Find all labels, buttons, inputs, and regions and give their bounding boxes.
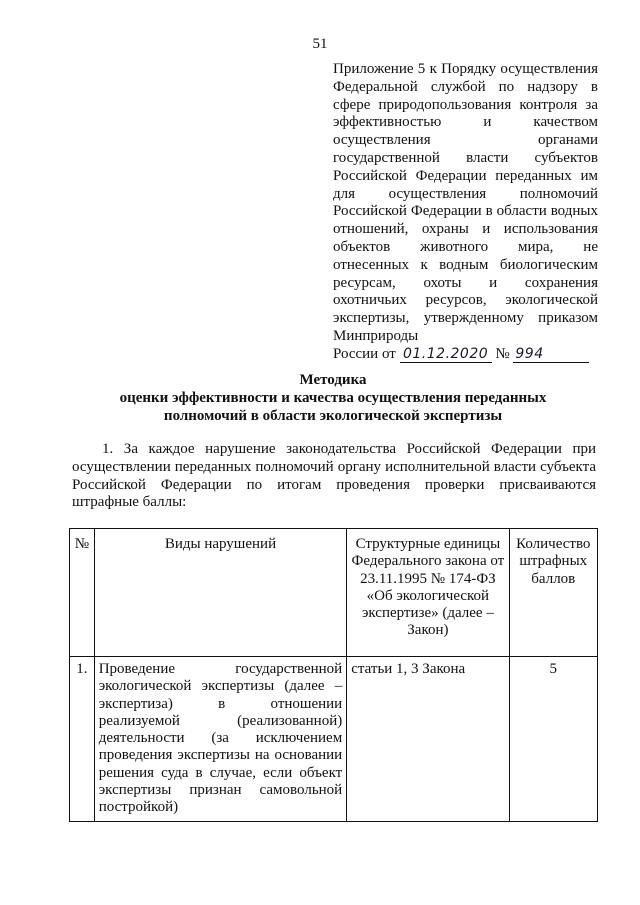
row-law-units: статьи 1, 3 Закона <box>347 657 509 822</box>
header-violation-type: Виды нарушений <box>94 529 347 657</box>
appendix-block <box>333 61 598 364</box>
header-penalty-points: Количество штрафных баллов <box>509 529 597 657</box>
number-prefix: № <box>495 345 510 362</box>
document-title <box>70 371 596 425</box>
header-law-units: Структурные единицы Федерального закона от 23.11.1995 № 174-ФЗ «Об экологической экспертизе» (далее – Закон) <box>347 529 509 657</box>
date-prefix: России от <box>333 345 396 362</box>
header-num: № <box>70 529 95 657</box>
row-violation-type: Проведение государственной экологической экспертизы (далее – экспертиза) в отношении реализуемой (реализованной) деятельности (за исключением проведения экспертизы на основании решения суда в случае, если объект экспертизы признан самовольной постройкой) <box>94 657 347 822</box>
row-num: 1. <box>70 657 95 822</box>
table-row <box>70 657 598 822</box>
row-penalty-points: 5 <box>509 657 597 822</box>
violations-table <box>69 528 598 822</box>
paragraph-1: 1. За каждое нарушение законодательства Российской Федерации при осуществлении переданных полномочий органу исполнительной власти субъекта Российской Федерации по итогам проведения проверки присваиваются штрафные баллы: <box>72 441 596 511</box>
appendix-date-line <box>333 346 598 364</box>
title-line-2: оценки эффективности и качества осуществления переданных <box>119 390 547 406</box>
table-header-row <box>70 529 598 657</box>
title-line-3: полномочий в области экологической экспертизы <box>163 408 503 424</box>
title-line-1: Методика <box>299 372 367 388</box>
page-number: 51 <box>312 36 328 52</box>
handwritten-number: 994 <box>513 347 589 363</box>
appendix-text: Приложение 5 к Порядку осуществления Федеральной службой по надзору в сфере природопользования контроля за эффективностью и качеством осуществления органами государственной власти субъектов Российской Федерации переданных им для осуществления полномочий Российской Федерации в области водных отношений, охраны и использования объектов животного мира, не отнесенных к водным биологическим ресурсам, охоты и сохранения охотничьих ресурсов, экологической экспертизы, утвержденному приказом Минприроды <box>333 61 598 344</box>
handwritten-date: 01.12.2020 <box>400 347 492 363</box>
